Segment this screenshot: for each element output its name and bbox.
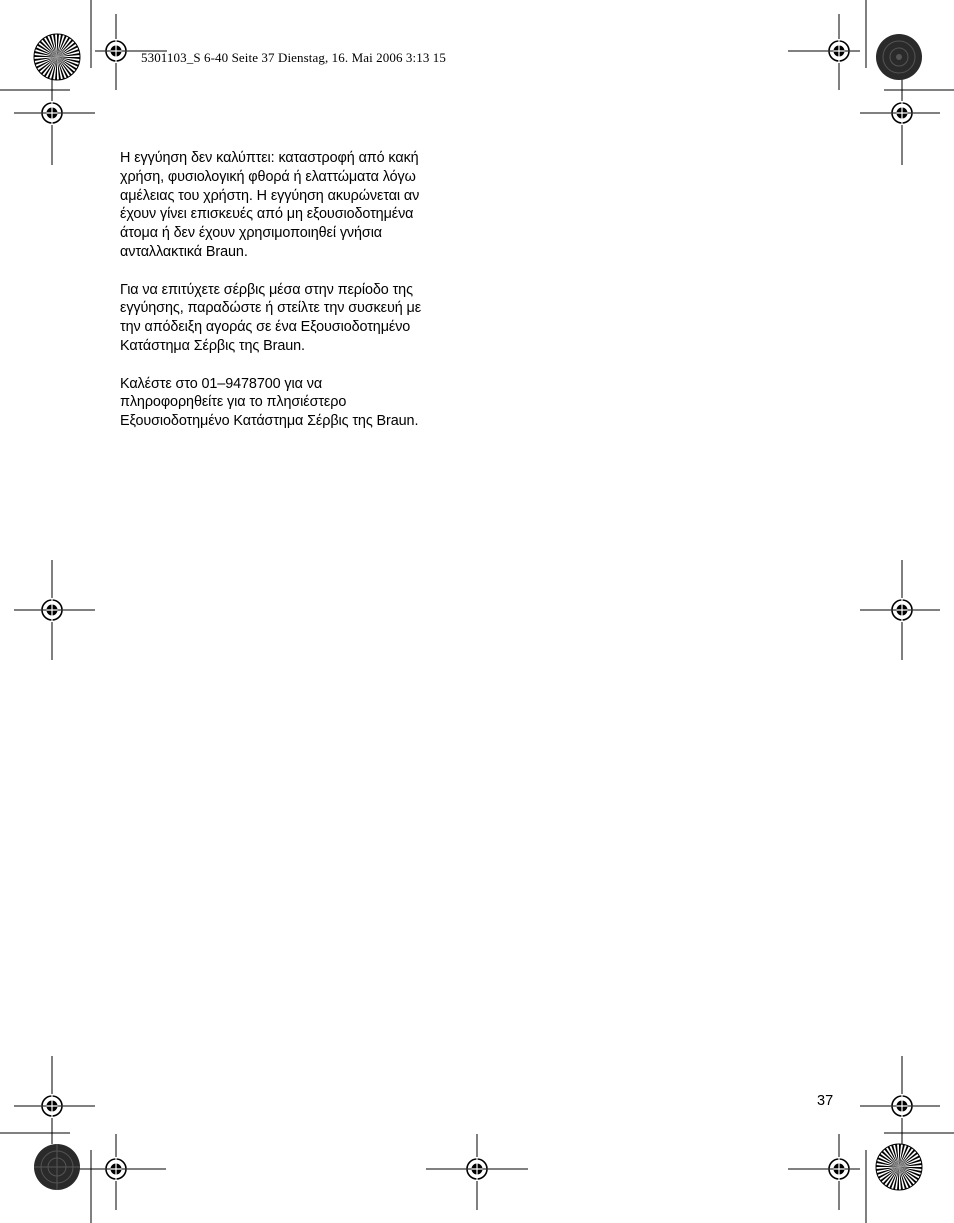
registration-crosshair-icon — [890, 598, 914, 622]
starburst-target-icon — [34, 34, 80, 80]
starburst-target-icon — [876, 1144, 922, 1190]
dark-target-icon — [876, 34, 922, 80]
registration-crosshair-icon — [827, 1157, 851, 1181]
registration-crosshair-icon — [104, 1157, 128, 1181]
registration-crosshair-icon — [40, 1094, 64, 1118]
paragraph-warranty-exclusions: Η εγγύηση δεν καλύπτει: καταστροφή από κακή χρήση, φυσιολογική φθορά ή ελαττώματα λόγω αμέλειας του χρήστη. Η εγγύηση ακυρώνεται αν έχουν γίνει επισκευές από μη εξουσιοδοτημένα άτομα ή δεν έχουν χρησιμοποιηθεί γνήσια ανταλλακτικά Braun. — [120, 150, 420, 260]
registration-crosshair-icon — [827, 39, 851, 63]
paragraph-contact-phone: Καλέστε στο 01–9478700 για να πληροφορηθείτε για το πλησιέστερο Εξουσιοδοτημένο Κατάστημα Σέρβις της Braun. — [120, 375, 419, 430]
paragraph-service-instructions: Για να επιτύχετε σέρβις μέσα στην περίοδο της εγγύησης, παραδώστε ή στείλτε την συσκευή με την απόδειξη αγοράς σε ένα Εξουσιοδοτημένο Κατάστημα Σέρβις της Braun. — [120, 281, 422, 354]
registration-crosshair-icon — [40, 598, 64, 622]
registration-crosshair-icon — [465, 1157, 489, 1181]
registration-crosshair-icon — [890, 1094, 914, 1118]
slug-line: 5301103_S 6-40 Seite 37 Dienstag, 16. Mai 2006 3:13 15 — [141, 50, 446, 65]
warranty-text — [120, 149, 470, 450]
registration-crosshair-icon — [890, 101, 914, 125]
page-number: 37 — [817, 1093, 834, 1109]
registration-crosshair-icon — [104, 39, 128, 63]
registration-crosshair-icon — [40, 101, 64, 125]
dark-target-icon — [34, 1144, 80, 1190]
